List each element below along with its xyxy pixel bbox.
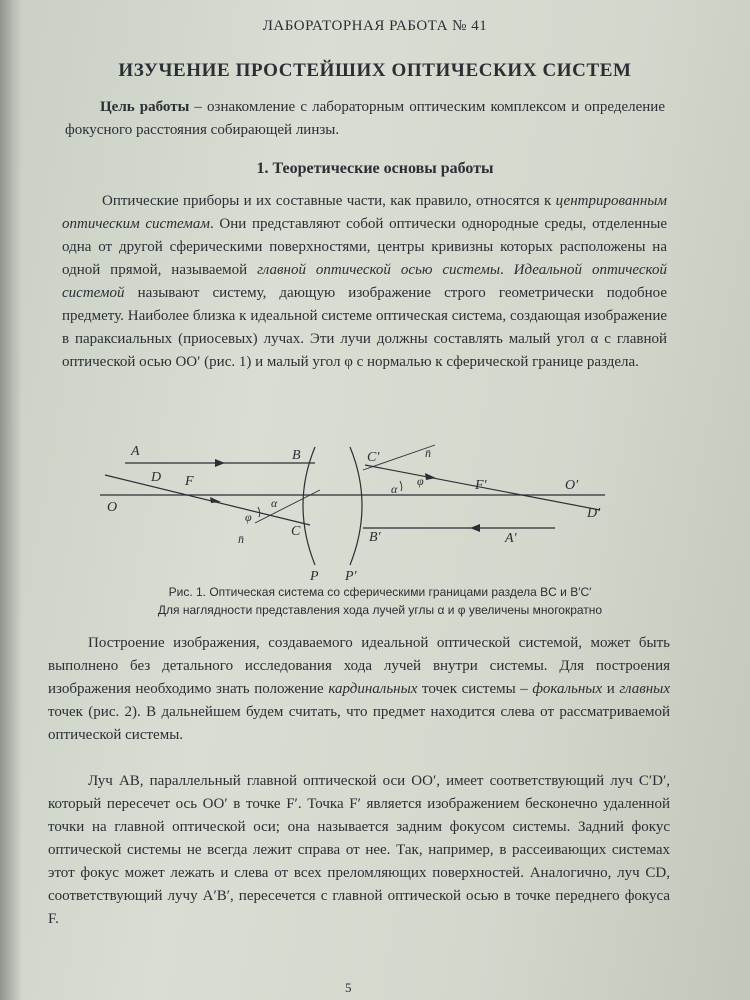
ray-dc (105, 475, 310, 525)
paragraph-3: Луч AB, параллельный главной оптической оси OO′, имеет соответствующий луч C′D′, который пересечет ось OO′ в точке F′. Точка F′ является изображением бесконечно удаленной точки на главной оптической оси; она называется задним фокусом системы. Задний фокус оптической системы не всегда лежит справа от нее. Так, например, в рассеивающих системах этот фокус может лежать и слева от всех преломляющих поверхностей. Аналогично, луч CD, соответствующий лучу A′B′, пересечется с главной оптической осью в точке переднего фокуса F. (48, 773, 670, 927)
label-a: A (131, 444, 140, 459)
label-b: B (292, 448, 301, 463)
running-header: ЛАБОРАТОРНАЯ РАБОТА № 41 (262, 18, 488, 34)
label-b-prime: B′ (369, 530, 381, 545)
section-title: 1. Теоретические основы работы (256, 160, 494, 177)
p2-text-g: точек (рис. 2). В дальнейшем будем считать, что предмет находится слева от рассматриваемой оптической системы. (48, 704, 670, 743)
p1-text-c: . Они представляют собой оптически однородные среды, отделенные одна от другой сферическими поверхностями, центры кривизны которых расположены на одной прямой, называемой (62, 216, 667, 278)
p2-italic-f: главных (619, 681, 670, 697)
p2-italic-d: фокальных (532, 681, 603, 697)
optical-system-diagram (95, 435, 615, 585)
label-a-prime: A′ (505, 531, 517, 546)
p1-italic-b: центрированным оптическим системам (62, 193, 667, 232)
label-normal-right: n̄ (425, 446, 431, 460)
arrow-ab (215, 459, 225, 467)
angle-arc-right (400, 481, 402, 491)
p1-italic-f: Идеальной оптической системой (62, 262, 667, 301)
label-phi-right: φ (417, 474, 424, 488)
figure-caption-line-1: Рис. 1. Оптическая система со сферическими границами раздела BC и B′C′ (168, 585, 592, 599)
label-alpha-left: α (271, 496, 278, 510)
p2-text-a: Построение изображения, создаваемого идеальной оптической системой, может быть выполнено без детального исследования хода лучей внутри системы. Для построения изображения необходимо знать положение (48, 635, 670, 697)
p1-text-e: . (499, 262, 514, 278)
p1-text-g: называют систему, дающую изображение строго геометрически подобное предмету. Наиболее близка к идеальной системе оптическая система, создающая изображение в параксиальных (приосевых) лучах. Эти лучи должны составлять малый угол α с главной оптической осью OO′ (рис. 1) и малый угол φ с нормалью к сферической границе раздела. (62, 285, 667, 370)
goal-paragraph (65, 96, 665, 142)
paragraph-1 (62, 190, 667, 374)
label-phi-left: φ (245, 510, 252, 524)
arrow-cd-prime (425, 473, 436, 480)
label-o: O (107, 500, 118, 515)
label-f-prime: F′ (475, 478, 487, 493)
label-c-prime: C′ (367, 450, 380, 465)
figure-caption-line-2: Для наглядности представления хода лучей углы α и φ увеличены многократно (157, 603, 603, 617)
p2-text-e: и (602, 681, 620, 697)
lens-surface-bc-prime (350, 447, 362, 565)
label-f: F (185, 474, 194, 489)
arrow-left-ray (210, 497, 221, 503)
label-p-prime: P′ (345, 569, 357, 584)
label-normal-left: n̄ (238, 532, 244, 546)
arrow-ba-prime (470, 524, 480, 532)
p2-italic-b: кардинальных (328, 681, 418, 697)
goal-label: Цель работы (100, 99, 190, 115)
lens-surface-bc (303, 447, 315, 565)
page-number: 5 (345, 980, 352, 995)
label-p: P (310, 569, 319, 584)
p1-text-a: Оптические приборы и их составные части, как правило, относятся к (102, 193, 556, 209)
label-d-prime: D′ (587, 506, 601, 521)
label-d: D (151, 470, 162, 485)
p1-italic-d: главной оптической осью системы (257, 262, 500, 278)
page-title: ИЗУЧЕНИЕ ПРОСТЕЙШИХ ОПТИЧЕСКИХ СИСТЕМ (118, 60, 632, 81)
p2-text-c: точек системы – (417, 681, 533, 697)
page-edge-shadow (0, 0, 22, 1000)
label-c: C (291, 524, 301, 539)
label-alpha-right: α (391, 482, 398, 496)
paragraph-2 (48, 632, 670, 747)
goal-text: – ознакомление с лабораторным оптическим комплексом и определение фокусного расстояния собирающей линзы. (65, 99, 665, 138)
label-o-prime: O′ (565, 478, 579, 493)
